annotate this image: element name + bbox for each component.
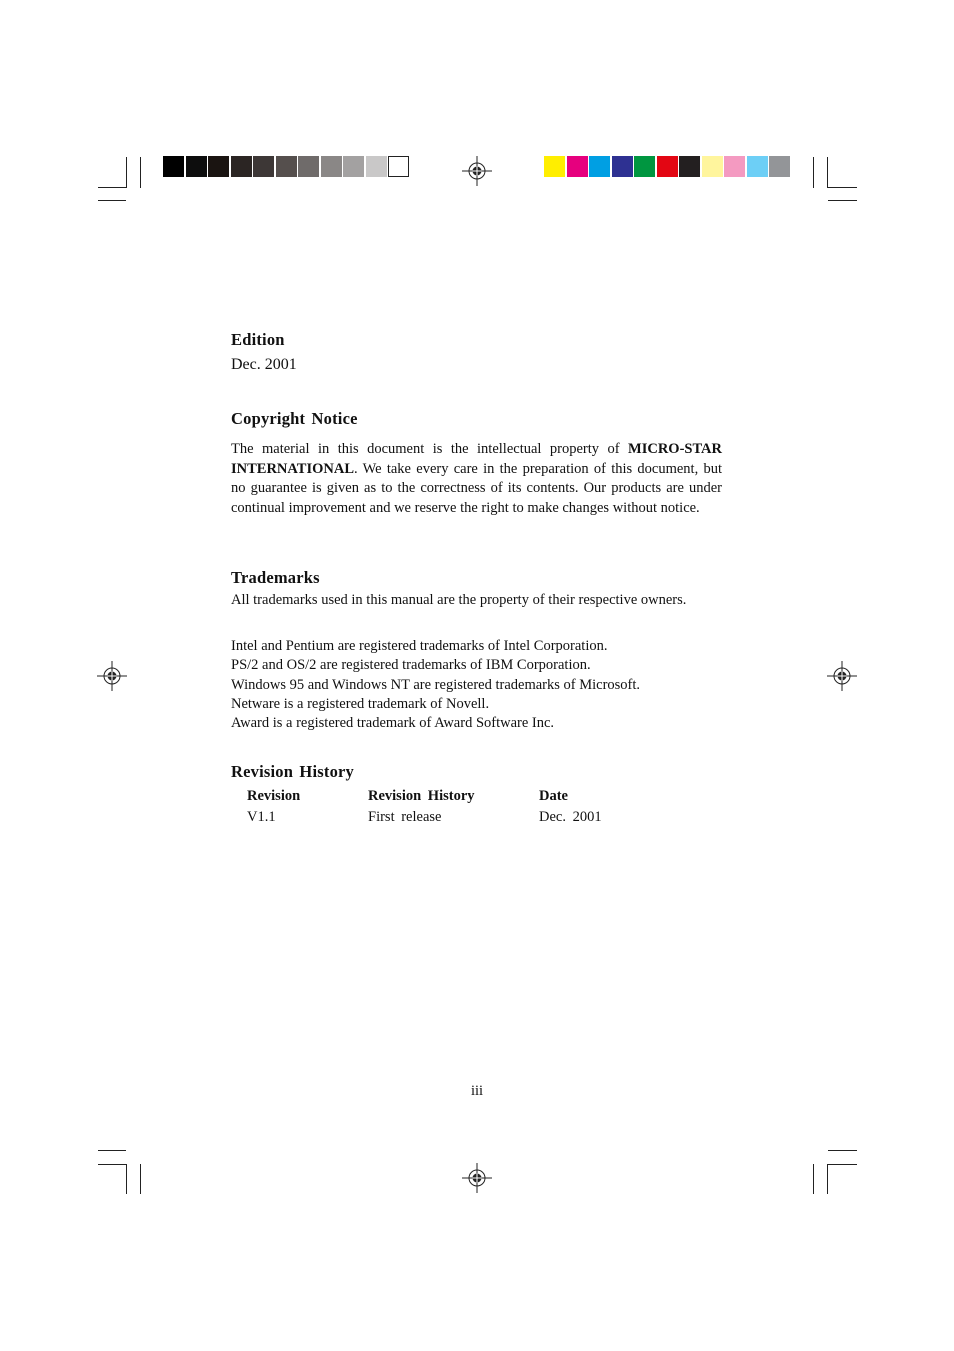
gray-swatch	[231, 156, 252, 177]
registration-target-bottom	[462, 1163, 492, 1193]
column-header-revision-history: Revision History	[368, 788, 475, 804]
page-number: iii	[470, 1083, 484, 1099]
trademarks-heading: Trademarks	[231, 568, 320, 587]
gray-swatch	[321, 156, 342, 177]
color-swatch	[747, 156, 768, 177]
gray-swatch	[388, 156, 409, 177]
crop-mark-top-left	[98, 157, 141, 201]
color-swatch	[702, 156, 723, 177]
revision-description-cell: First release	[368, 809, 442, 825]
crop-mark-bottom-right	[814, 1151, 858, 1195]
color-swatch	[544, 156, 565, 177]
color-swatch	[769, 156, 790, 177]
color-calibration-strip	[544, 156, 790, 177]
color-swatch	[567, 156, 588, 177]
registration-target-left	[97, 661, 127, 691]
crop-mark-bottom-left	[98, 1151, 141, 1195]
revision-cell: V1.1	[247, 809, 276, 825]
gray-swatch	[253, 156, 274, 177]
gray-swatch	[276, 156, 297, 177]
gray-swatch	[343, 156, 364, 177]
grayscale-calibration-strip	[163, 156, 409, 177]
trademarks-intro: All trademarks used in this manual are the property of their respective owners.	[231, 592, 687, 608]
copyright-paragraph	[231, 440, 722, 518]
edition-date: Dec. 2001	[231, 356, 297, 373]
gray-swatch	[208, 156, 229, 177]
column-header-date: Date	[539, 788, 568, 804]
edition-heading: Edition	[231, 330, 285, 349]
trademark-item: Netware is a registered trademark of Novell.	[231, 695, 490, 712]
trademarks-list	[231, 637, 640, 733]
color-swatch	[679, 156, 700, 177]
gray-swatch	[366, 156, 387, 177]
copyright-text-after: . We take every care in the preparation of this document, but no guarantee is given as to the correctness of its contents. Our products are under continual improvement and we reserve the right to make changes without notice.	[231, 460, 722, 516]
crop-mark-top-right	[814, 157, 858, 201]
trademark-item: Windows 95 and Windows NT are registered trademarks of Microsoft.	[231, 676, 641, 693]
color-swatch	[724, 156, 745, 177]
trademark-item: PS/2 and OS/2 are registered trademarks of IBM Corporation.	[231, 657, 591, 674]
copyright-heading: Copyright Notice	[231, 409, 358, 428]
gray-swatch	[298, 156, 319, 177]
trademark-item: Intel and Pentium are registered trademarks of Intel Corporation.	[231, 638, 608, 654]
color-swatch	[612, 156, 633, 177]
revision-date-cell: Dec. 2001	[539, 809, 602, 825]
gray-swatch	[163, 156, 184, 177]
color-swatch	[634, 156, 655, 177]
gray-swatch	[186, 156, 207, 177]
registration-target-right	[827, 661, 857, 691]
revision-history-heading: Revision History	[231, 762, 354, 781]
column-header-revision: Revision	[247, 788, 301, 804]
registration-target-top	[462, 156, 492, 186]
copyright-text-before: The material in this document is the intellectual property of	[231, 441, 629, 457]
color-swatch	[657, 156, 678, 177]
trademark-item: Award is a registered trademark of Award Software Inc.	[231, 715, 555, 732]
company-name: MICRO-STAR INTERNATIONAL	[231, 441, 722, 477]
color-swatch	[589, 156, 610, 177]
